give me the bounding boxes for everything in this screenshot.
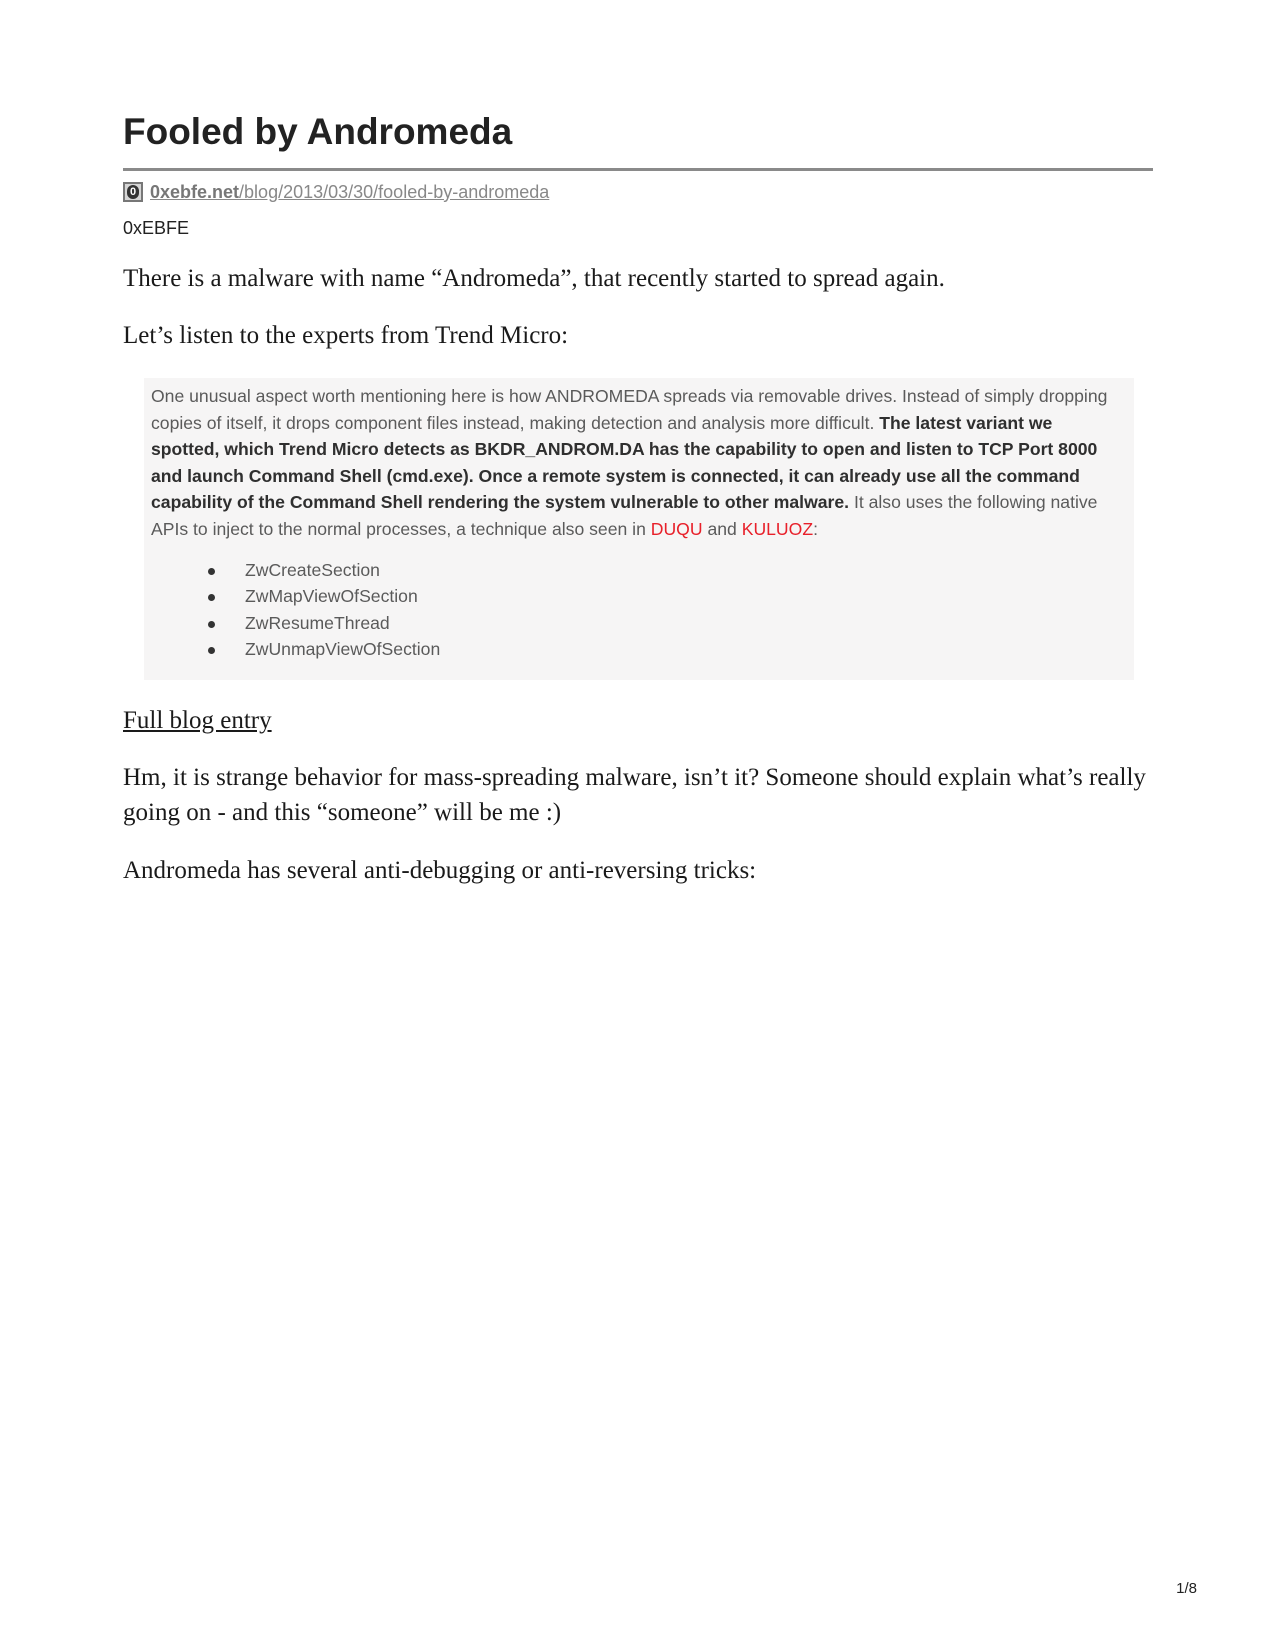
quote-plain-2: It also uses the following native APIs to inject to the normal processes, a technique also seen in bbox=[151, 492, 1098, 539]
list-item: ZwResumeThread bbox=[245, 610, 1124, 637]
quote-bold: The latest variant we spotted, which Trend Micro detects as BKDR_ANDROM.DA has the capability to open and listen to TCP Port 8000 and launch Command Shell (cmd.exe). Once a remote system is connected, it can already use all the command capability of the Command Shell rendering the system vulnerable to other malware. bbox=[151, 412, 1098, 513]
list-item: ZwCreateSection bbox=[245, 557, 1124, 584]
source-domain: 0xebfe.net bbox=[150, 181, 240, 202]
source-line bbox=[123, 180, 1153, 204]
full-blog-entry-link[interactable]: Full blog entry bbox=[123, 707, 272, 734]
paragraph-experts: Let’s listen to the experts from Trend Micro: bbox=[123, 322, 569, 349]
paragraph-explanation: Hm, it is strange behavior for mass-spreading malware, isn’t it? Someone should explain what’s really going on - and this “someone” will be me :) bbox=[123, 764, 1146, 826]
paragraph-intro: There is a malware with name “Andromeda”, that recently started to spread again. bbox=[123, 265, 945, 292]
quote-colon: : bbox=[813, 518, 818, 539]
quote-plain-1: One unusual aspect worth mentioning here is how ANDROMEDA spreads via removable drives. Instead of simply dropping copies of itself, it drops component files instead, making detection and analysis more difficult. bbox=[151, 386, 1108, 433]
author-name: 0xEBFE bbox=[123, 218, 190, 238]
source-url-link[interactable] bbox=[150, 182, 549, 203]
favicon-glyph: 0 bbox=[127, 185, 139, 199]
kuluoz-link[interactable]: KULUOZ bbox=[741, 518, 814, 539]
article-title: Fooled by Andromeda bbox=[123, 110, 1153, 171]
quoted-excerpt bbox=[144, 378, 1134, 680]
article bbox=[123, 110, 1153, 888]
list-item: ZwUnmapViewOfSection bbox=[245, 636, 1124, 663]
list-item: ZwMapViewOfSection bbox=[245, 583, 1124, 610]
quote-and: and bbox=[702, 518, 742, 539]
source-path: /blog/2013/03/30/fooled-by-andromeda bbox=[239, 181, 550, 202]
api-list bbox=[151, 557, 1124, 663]
full-blog-entry-line bbox=[123, 703, 1153, 738]
page-number: 1/8 bbox=[1176, 1580, 1197, 1597]
paragraph-tricks: Andromeda has several anti-debugging or anti-reversing tricks: bbox=[123, 857, 757, 884]
duqu-link[interactable]: DUQU bbox=[650, 518, 703, 539]
quote-text bbox=[151, 383, 1124, 543]
site-favicon-icon bbox=[123, 182, 143, 202]
